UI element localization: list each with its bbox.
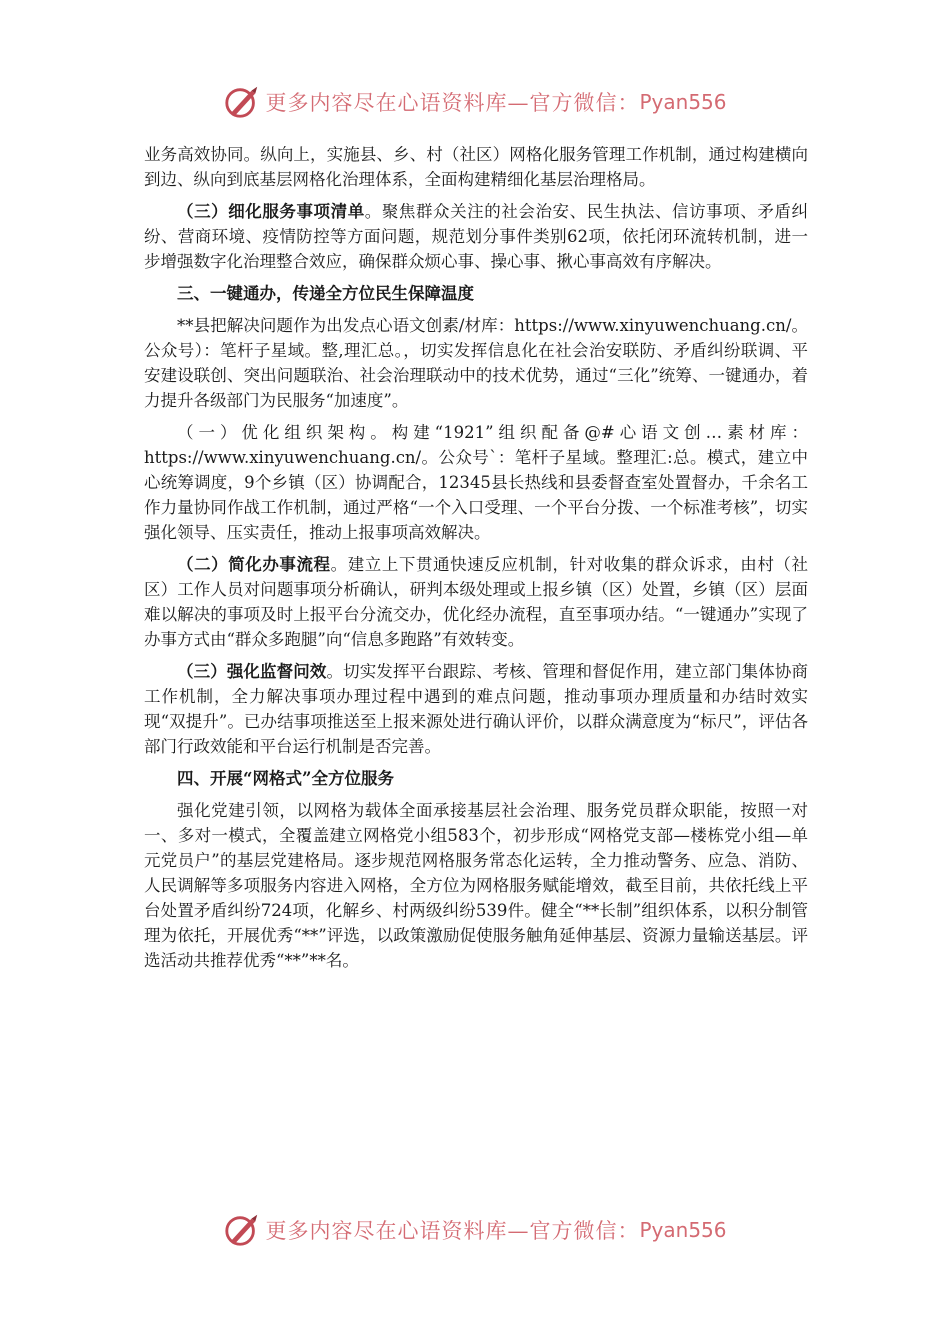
- pen-logo-icon: [223, 83, 261, 121]
- banner-wechat-id: Pyan556: [639, 90, 727, 114]
- paragraph-lead: （三）细化服务事项清单: [177, 202, 365, 221]
- pen-logo-icon: [223, 1211, 261, 1249]
- paragraph-body: 。聚焦群众关注的社会治安、民生执法、信访事项、矛盾纠纷、营商环境、疫情防控等方面问题，规范划分事件类别62项，依托闭环流转机制，进一步增强数字化治理整合效应，确保群众烦心事、操心事、揪心事高效有序解决。: [144, 202, 809, 271]
- paragraph: [144, 199, 808, 274]
- banner-text: 更多内容尽在心语资料库—官方微信：: [265, 91, 640, 115]
- paragraph-lead: （二）简化办事流程: [177, 555, 331, 574]
- document-body: [144, 142, 808, 980]
- paragraph-body: 。切实发挥平台跟踪、考核、管理和督促作用，建立部门集体协商工作机制，全力解决事项办理过程中遇到的难点问题，推动事项办理质量和办结时效实现“双提升”。已办结事项推送至上报来源处进行确认评价，以群众满意度为“标尺”，评估各部门行政效能和平台运行机制是否完善。: [144, 662, 809, 756]
- header-banner: [0, 80, 950, 124]
- paragraph: （一）优化组织架构。构建“1921”组织配备@#心语文创…素材库：https://www.xinyuwenchuang.cn/。公众号`：笔杆子星域。整理汇:总。模式，建立中心统筹调度，9个乡镇（区）协调配合，12345县长热线和县委督查室处置督办，千余名工作力量协同作战工作机制，通过严格“一个入口受理、一个平台分拨、一个标准考核”，切实强化领导、压实责任，推动上报事项高效解决。: [144, 423, 808, 542]
- paragraph-lead: （三）强化监督问效: [177, 662, 327, 681]
- section-heading: 三、一键通办，传递全方位民生保障温度: [177, 284, 474, 303]
- footer-banner: [0, 1208, 950, 1252]
- paragraph: 强化党建引领，以网格为载体全面承接基层社会治理、服务党员群众职能，按照一对一、多对一模式，全覆盖建立网格党小组583个，初步形成“网格党支部—楼栋党小组—单元党员户”的基层党建格局。逐步规范网格服务常态化运转，全力推动警务、应急、消防、人民调解等多项服务内容进入网格，全方位为网格服务赋能增效，截至目前，共依托线上平台处置矛盾纠纷724项，化解乡、村两级纠纷539件。健全“**长制”组织体系，以积分制管理为依托，开展优秀“**”评选，以政策激励促使服务触角延伸基层、资源力量输送基层。评选活动共推荐优秀“**”**名。: [144, 801, 808, 970]
- paragraph: **县把解决问题作为出发点心语文创素/材库：https://www.xinyuwenchuang.cn/。公众号）：笔杆子星域。整,理汇总。，切实发挥信息化在社会治安联防、矛盾纠纷联调、平安建设联创、突出问题联治、社会治理联动中的技术优势，通过“三化”统筹、一键通办，着力提升各级部门为民服务“加速度”。: [144, 316, 808, 410]
- paragraph-body: 。建立上下贯通快速反应机制，针对收集的群众诉求，由村（社区）工作人员对问题事项分析确认，研判本级处理或上报乡镇（区）处置，乡镇（区）层面难以解决的事项及时上报平台分流交办，优化经办流程，直至事项办结。“一键通办”实现了办事方式由“群众多跑腿”向“信息多跑路”有效转变。: [144, 555, 808, 649]
- paragraph: [144, 659, 808, 759]
- section-heading: 四、开展“网格式”全方位服务: [177, 769, 394, 788]
- banner-wechat-id: Pyan556: [639, 1218, 727, 1242]
- paragraph: [144, 552, 808, 652]
- banner-text: 更多内容尽在心语资料库—官方微信：: [265, 1219, 640, 1243]
- paragraph: 业务高效协同。纵向上，实施县、乡、村（社区）网格化服务管理工作机制，通过构建横向到边、纵向到底基层网格化治理体系，全面构建精细化基层治理格局。: [144, 145, 808, 189]
